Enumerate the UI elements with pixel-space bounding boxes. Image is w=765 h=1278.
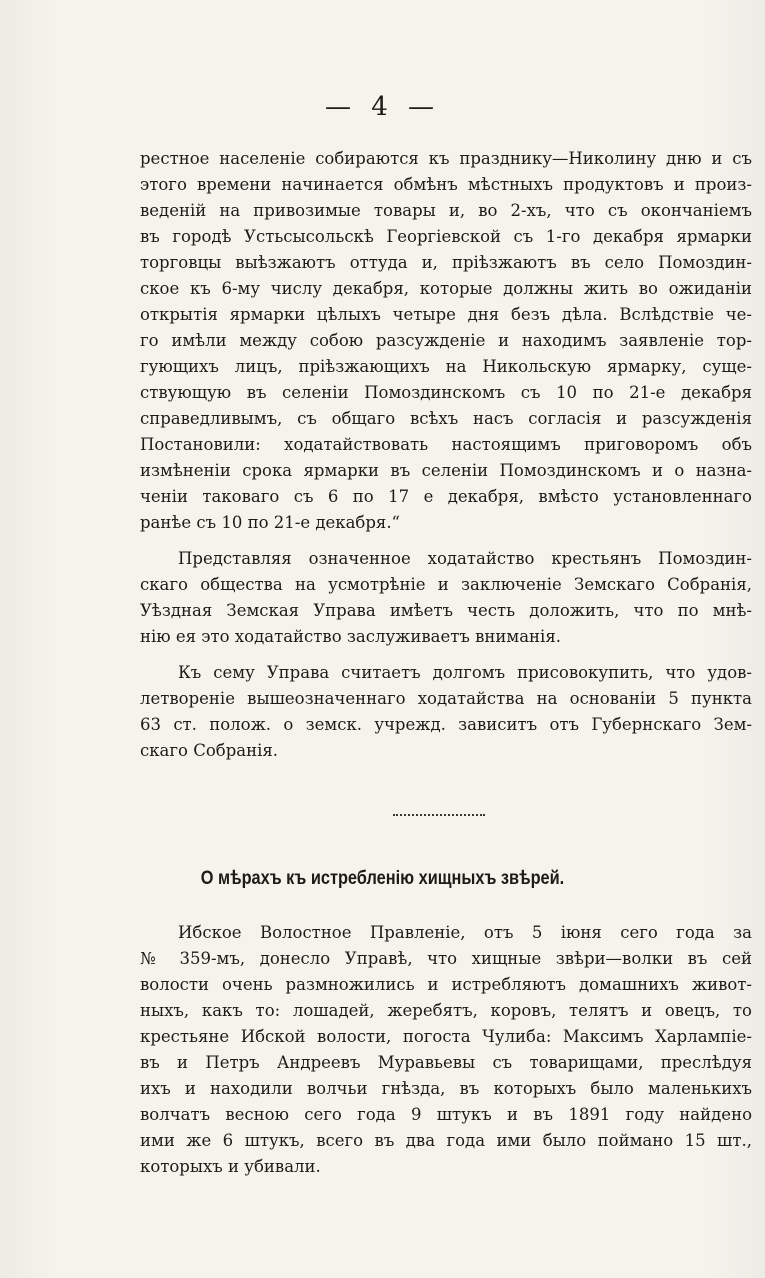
text-line: ское къ 6-му числу декабря, которые должны жить во ожиданіи: [140, 279, 752, 298]
text-line: го имѣли между собою разсужденіе и находимъ заявленіе тор-: [140, 331, 752, 350]
text-line: крестьяне Ибской волости, погоста Чулиба: Максимъ Харлампіе-: [140, 1027, 752, 1046]
text-line: ими же 6 штукъ, всего въ два года ими было поймано 15 шт.,: [140, 1131, 752, 1150]
text-line: торговцы выѣзжаютъ оттуда и, пріѣзжаютъ въ село Помоздин-: [140, 253, 752, 272]
text-line: ченіи таковаго съ 6 по 17 е декабря, вмѣсто установленнаго: [140, 487, 752, 506]
text-line: Представляя означенное ходатайство крестьянъ Помоздин-: [178, 549, 752, 568]
text-line: измѣненіи срока ярмарки въ селеніи Помоздинскомъ и о назна-: [140, 461, 752, 480]
text-line: этого времени начинается обмѣнъ мѣстныхъ продуктовъ и произ-: [140, 175, 752, 194]
paragraph-2: [140, 546, 752, 650]
text-line: нію ея это ходатайство заслуживаетъ вниманія.: [140, 627, 561, 646]
text-line: справедливымъ, съ общаго всѣхъ насъ согласія и разсужденія: [140, 409, 752, 428]
text-line: гующихъ лицъ, пріѣзжающихъ на Никольскую ярмарку, суще-: [140, 357, 752, 376]
text-line: ныхъ, какъ то: лошадей, жеребятъ, коровъ, телятъ и овецъ, то: [140, 1001, 752, 1020]
text-line: волости очень размножились и истребляютъ домашнихъ живот-: [140, 975, 752, 994]
text-line: № 359-мъ, донесло Управѣ, что хищные звѣри—волки въ сей: [140, 949, 752, 968]
text-line: въ и Петръ Андреевъ Муравьевы съ товарищами, преслѣдуя: [140, 1053, 752, 1072]
section-title: О мѣрахъ къ истребленію хищныхъ звѣрей.: [200, 868, 565, 889]
text-line: летвореніе вышеозначеннаго ходатайства на основаніи 5 пункта: [140, 689, 752, 708]
text-line: Постановили: ходатайствовать настоящимъ приговоромъ объ: [140, 435, 752, 454]
text-line: волчатъ весною сего года 9 штукъ и въ 1891 году найдено: [140, 1105, 752, 1124]
text-line: открытія ярмарки цѣлыхъ четыре дня безъ дѣла. Вслѣдствіе че-: [140, 305, 752, 324]
text-line: Къ сему Управа считаетъ долгомъ присовокупить, что удов-: [178, 663, 752, 682]
text-line: Уѣздная Земская Управа имѣетъ честь доложить, что по мнѣ-: [140, 601, 752, 620]
text-line: Ибское Волостное Правленіе, отъ 5 іюня сего года за: [178, 923, 752, 942]
text-line: рестное населеніе собираются къ празднику—Николину дню и съ: [140, 149, 752, 168]
text-line: ранѣе съ 10 по 21-е декабря.“: [140, 513, 400, 532]
text-line: веденій на привозимые товары и, во 2-хъ, что съ окончаніемъ: [140, 201, 752, 220]
text-line: 63 ст. полож. о земск. учрежд. зависитъ отъ Губернскаго Зем-: [140, 715, 752, 734]
text-line: скаго Собранія.: [140, 741, 279, 760]
paragraph-1: [140, 146, 752, 536]
text-line: скаго общества на усмотрѣніе и заключеніе Земскаго Собранія,: [140, 575, 752, 594]
paragraph-3: [140, 660, 752, 764]
text-line: ствующую въ селеніи Помоздинскомъ съ 10 по 21-е декабря: [140, 383, 752, 402]
text-line: ихъ и находили волчьи гнѣзда, въ которыхъ было маленькихъ: [140, 1079, 752, 1098]
paragraph-4: [140, 920, 752, 1180]
page-number: — 4 —: [324, 92, 441, 122]
section-divider: [393, 814, 485, 816]
text-line: которыхъ и убивали.: [140, 1157, 321, 1176]
text-line: въ городѣ Устьсысольскѣ Георгіевской съ 1-го декабря ярмарки: [140, 227, 752, 246]
